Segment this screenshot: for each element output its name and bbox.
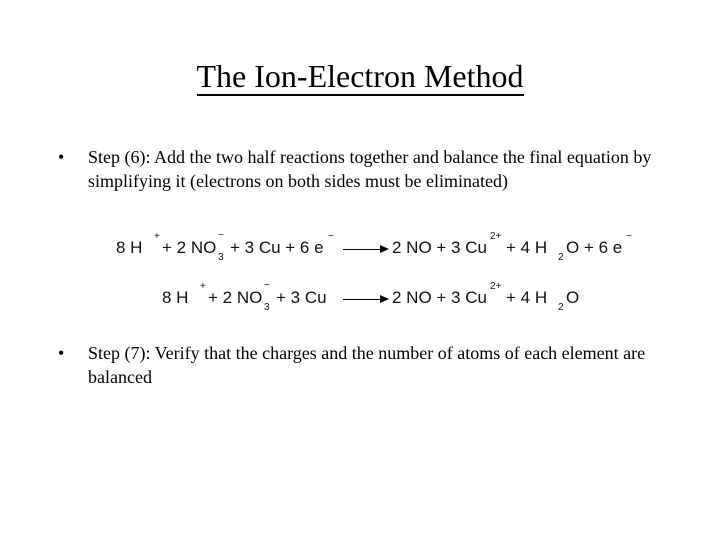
- eq1-no3-sub: 3: [218, 252, 224, 263]
- eq1-e-charge-rhs: −: [626, 231, 632, 242]
- eq1-cu-e: + 3 Cu + 6 e: [230, 238, 324, 257]
- eq1-cu-charge: 2+: [490, 231, 502, 242]
- eq2-no3-sub: 3: [264, 302, 270, 313]
- eq1-h-charge: +: [154, 231, 160, 242]
- bullet-text: Step (6): Add the two half reactions together and balance the final equation by simplifying it (electrons on both sides must be eliminated): [88, 147, 652, 191]
- eq2-h-charge: +: [200, 281, 206, 292]
- eq1-h2o-sub: 2: [558, 252, 564, 263]
- eq2-cu-charge: 2+: [490, 281, 502, 292]
- bullet-marker: •: [58, 343, 65, 363]
- eq1-no-cu: 2 NO + 3 Cu: [392, 238, 487, 257]
- eq1-h2o: + 4 H: [506, 238, 548, 257]
- eq2-h2o-sub: 2: [558, 302, 564, 313]
- bullet-text: Step (7): Verify that the charges and the number of atoms of each element are balanced: [88, 343, 646, 387]
- eq2-no3: + 2 NO: [208, 288, 263, 307]
- eq2-cu: + 3 Cu: [276, 288, 327, 307]
- eq2-o: O: [566, 288, 580, 307]
- eq1-no3-charge: −: [218, 230, 224, 241]
- eq2-h2o: + 4 H: [506, 288, 548, 307]
- eq1-e-charge: −: [328, 231, 334, 242]
- eq1-h: 8 H: [116, 238, 143, 257]
- eq2-no-cu: 2 NO + 3 Cu: [392, 288, 487, 307]
- eq1-no3: + 2 NO: [162, 238, 217, 257]
- eq2-reaction-arrow: [343, 299, 387, 300]
- slide-title-text: The Ion-Electron Method: [196, 58, 524, 94]
- eq1-o-e: O + 6 e: [566, 238, 623, 257]
- eq2-no3-charge: −: [264, 280, 270, 291]
- slide-title: [0, 56, 720, 96]
- eq2-h: 8 H: [162, 288, 189, 307]
- bullet-marker: •: [58, 147, 65, 167]
- eq1-reaction-arrow: [343, 249, 387, 250]
